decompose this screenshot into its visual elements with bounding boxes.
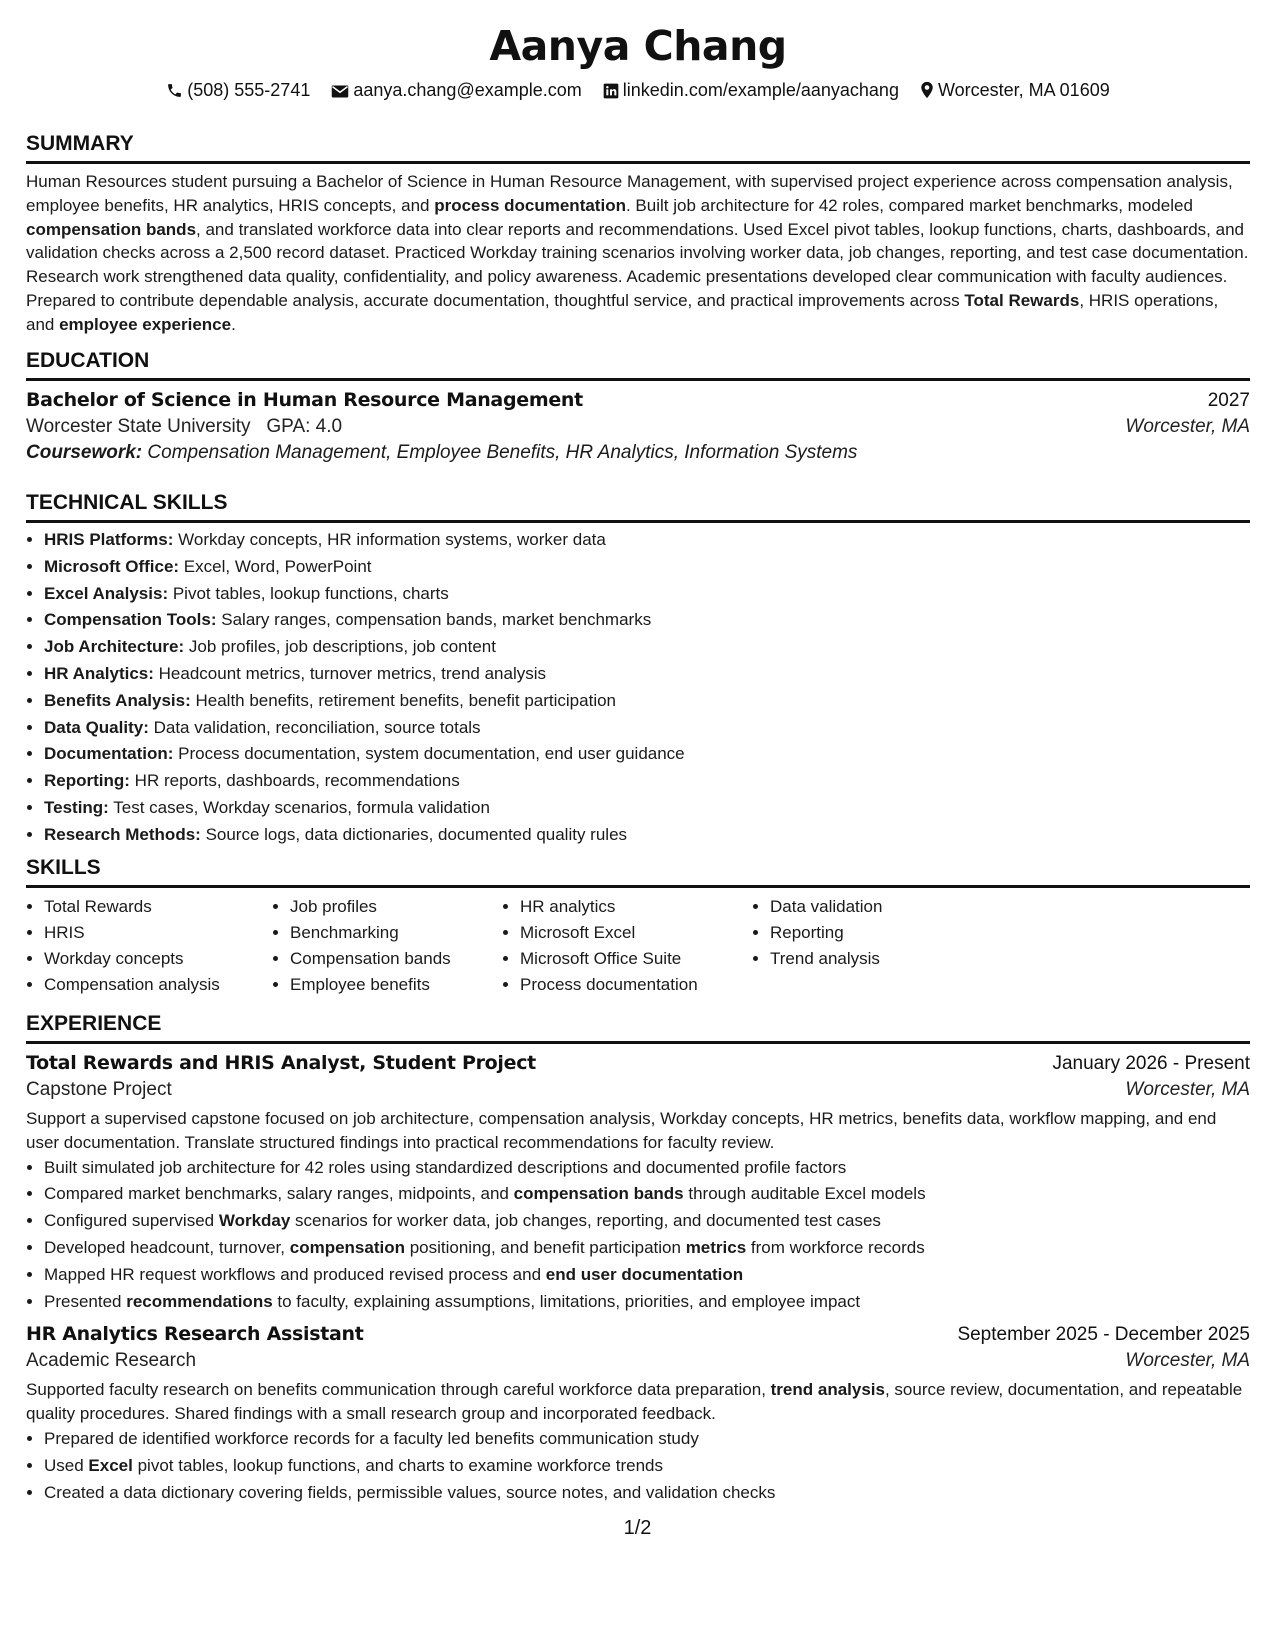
degree-year: 2027 <box>1207 390 1250 411</box>
job-summary: Support a supervised capstone focused on job architecture, compensation analysis, Workday concepts, HR metrics, benefits data, workflow mapping, and end user documentation. Translate structured findings into practical recommendations for faculty review. <box>26 1109 1217 1152</box>
list-item: • Compared market benchmarks, salary ranges, midpoints, and compensation bands through auditable Excel models <box>44 1181 1250 1208</box>
list-item: • Reporting: HR reports, dashboards, recommendations <box>44 768 1250 795</box>
list-item: • Microsoft Excel <box>520 920 752 946</box>
job-location: Worcester, MA <box>1125 1079 1250 1100</box>
experience-entry-1 <box>26 1052 1250 1315</box>
list-item: • HRIS <box>44 920 272 946</box>
list-item: • Benefits Analysis: Health benefits, retirement benefits, benefit participation <box>44 688 1250 715</box>
list-item: • Mapped HR request workflows and produced revised process and end user documentation <box>44 1262 1250 1289</box>
list-item: • Built simulated job architecture for 42 roles using standardized descriptions and documented profile factors <box>44 1155 1250 1182</box>
list-item: • Excel Analysis: Pivot tables, lookup functions, charts <box>44 581 1250 608</box>
list-item: • Used Excel pivot tables, lookup functions, and charts to examine workforce trends <box>44 1453 1250 1480</box>
list-item: • Total Rewards <box>44 894 272 920</box>
school-info <box>26 416 342 438</box>
email-text: aanya.chang@example.com <box>353 80 582 100</box>
contact-linkedin[interactable] <box>603 80 899 101</box>
job-summary: Supported faculty research on benefits communication through careful workforce data preparation, trend analysis, source review, documentation, and repeatable quality procedures. Shared findings with a small research group and incorporated feedback. <box>26 1380 1243 1424</box>
linkedin-icon <box>603 83 619 99</box>
job-org: Capstone Project <box>26 1079 172 1100</box>
list-item: • Workday concepts <box>44 946 272 972</box>
contact-bar <box>26 80 1250 101</box>
job-bullets <box>26 1155 1250 1316</box>
experience-entry-2 <box>26 1323 1250 1506</box>
list-item: • Data validation <box>770 894 990 920</box>
skills-grid <box>26 894 1250 998</box>
page-number: 1/2 <box>623 1517 652 1539</box>
list-item: • Job profiles <box>290 894 502 920</box>
list-item: • Presented recommendations to faculty, explaining assumptions, limitations, priorities, and employee impact <box>44 1289 1250 1316</box>
list-item: • HRIS Platforms: Workday concepts, HR information systems, worker data <box>44 527 1250 554</box>
list-item: • Microsoft Office: Excel, Word, PowerPoint <box>44 554 1250 581</box>
skills-section <box>26 855 1250 998</box>
list-item: • Trend analysis <box>770 946 990 972</box>
list-item: • Microsoft Office Suite <box>520 946 752 972</box>
job-dates: January 2026 - Present <box>1052 1053 1250 1074</box>
list-item: • Documentation: Process documentation, system documentation, end user guidance <box>44 741 1250 768</box>
experience-heading: EXPERIENCE <box>26 1011 1250 1044</box>
list-item: • Research Methods: Source logs, data dictionaries, documented quality rules <box>44 822 1250 849</box>
education-section <box>26 348 1250 464</box>
list-item: • Created a data dictionary covering fields, permissible values, source notes, and validation checks <box>44 1480 1250 1507</box>
technical-skills-section <box>26 490 1250 849</box>
technical-skills-list <box>26 527 1250 849</box>
skills-column-3 <box>502 894 752 998</box>
job-location: Worcester, MA <box>1125 1350 1250 1372</box>
list-item: • Prepared de identified workforce records for a faculty led benefits communication study <box>44 1426 1250 1453</box>
summary-section <box>26 131 1250 337</box>
contact-email[interactable] <box>331 80 581 101</box>
job-org: Academic Research <box>26 1350 197 1372</box>
job-dates: September 2025 - December 2025 <box>957 1324 1250 1346</box>
summary-heading: SUMMARY <box>26 131 1250 164</box>
list-item: • Benchmarking <box>290 920 502 946</box>
coursework-label: Coursework: <box>26 442 143 463</box>
envelope-icon <box>331 84 349 99</box>
experience-section <box>26 1011 1250 1506</box>
list-item: • Compensation analysis <box>44 972 272 998</box>
phone-icon <box>166 82 183 99</box>
list-item: • Compensation Tools: Salary ranges, compensation bands, market benchmarks <box>44 607 1250 634</box>
degree-title: Bachelor of Science in Human Resource Management <box>26 389 583 411</box>
location-text: Worcester, MA 01609 <box>937 80 1110 100</box>
technical-skills-heading: TECHNICAL SKILLS <box>26 490 1250 523</box>
job-bullets <box>26 1426 1250 1506</box>
list-item: • Configured supervised Workday scenarios for worker data, job changes, reporting, and documented test cases <box>44 1208 1250 1235</box>
list-item: • Job Architecture: Job profiles, job descriptions, job content <box>44 634 1250 661</box>
gpa: GPA: 4.0 <box>266 416 343 437</box>
list-item: • Reporting <box>770 920 990 946</box>
list-item: • Compensation bands <box>290 946 502 972</box>
list-item: • HR analytics <box>520 894 752 920</box>
list-item: • HR Analytics: Headcount metrics, turnover metrics, trend analysis <box>44 661 1250 688</box>
coursework <box>26 442 1250 464</box>
list-item: • Employee benefits <box>290 972 502 998</box>
job-title: Total Rewards and HRIS Analyst, Student Project <box>26 1052 536 1074</box>
education-heading: EDUCATION <box>26 348 1250 381</box>
list-item: • Data Quality: Data validation, reconciliation, source totals <box>44 715 1250 742</box>
list-item: • Process documentation <box>520 972 752 998</box>
skills-column-2 <box>272 894 502 998</box>
candidate-name: Aanya Chang <box>489 22 787 70</box>
phone-text: (508) 555-2741 <box>187 80 311 100</box>
map-pin-icon <box>920 81 934 99</box>
contact-location <box>920 80 1110 101</box>
skills-column-1 <box>26 894 272 998</box>
list-item: • Developed headcount, turnover, compensation positioning, and benefit participation metrics from workforce records <box>44 1235 1250 1262</box>
job-title: HR Analytics Research Assistant <box>26 1323 364 1346</box>
summary-text: Human Resources student pursuing a Bachelor of Science in Human Resource Management, with supervised project experience across compensation analysis, employee benefits, HR analytics, HRIS concepts, and process documentation. Built job architecture for 42 roles, compared market benchmarks, modeled compensation bands, and translated workforce data into clear reports and recommendations. Used Excel pivot tables, lookup functions, charts, dashboards, and validation checks across a 2,500 record dataset. Practiced Workday training scenarios involving worker data, job changes, reporting, and test case documentation. Research work strengthened data quality, confidentiality, and policy awareness. Academic presentations developed clear communication with faculty audiences. Prepared to contribute dependable analysis, accurate documentation, thoughtful service, and practical improvements across Total Rewards, HRIS operations, and employee experience. <box>26 172 1249 334</box>
skills-column-4 <box>752 894 990 998</box>
list-item: • Testing: Test cases, Workday scenarios, formula validation <box>44 795 1250 822</box>
school-location: Worcester, MA <box>1125 416 1250 437</box>
contact-phone[interactable] <box>166 80 310 101</box>
school-name: Worcester State University <box>26 416 251 437</box>
linkedin-text: linkedin.com/example/aanyachang <box>622 80 899 100</box>
coursework-list: Compensation Management, Employee Benefits, HR Analytics, Information Systems <box>147 442 858 463</box>
skills-heading: SKILLS <box>26 855 1250 888</box>
